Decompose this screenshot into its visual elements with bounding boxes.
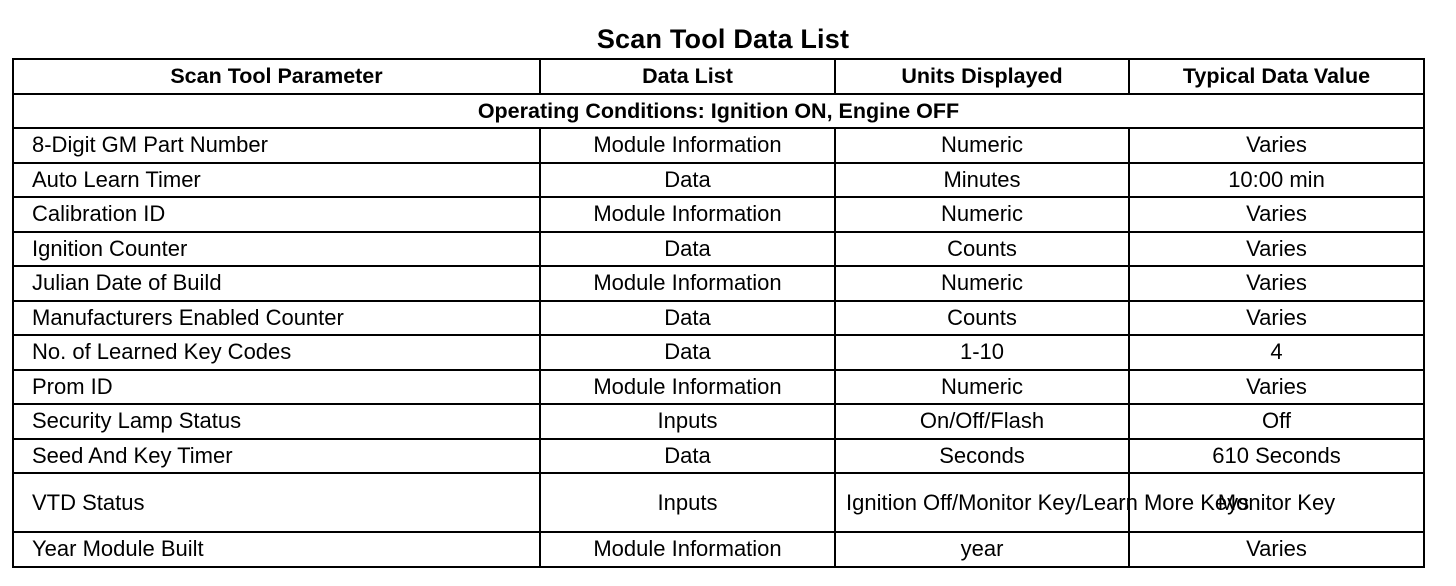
data-list-cell: Data (540, 232, 835, 267)
parameter-cell: Julian Date of Build (13, 266, 540, 301)
data-list-cell: Module Information (540, 197, 835, 232)
parameter-cell: Seed And Key Timer (13, 439, 540, 474)
typical-value-cell: Varies (1129, 197, 1424, 232)
units-cell: Numeric (835, 197, 1129, 232)
column-header-parameter: Scan Tool Parameter (13, 59, 540, 94)
table-row (13, 301, 1424, 336)
parameter-cell: Security Lamp Status (13, 404, 540, 439)
typical-value-cell: Varies (1129, 232, 1424, 267)
data-list-cell: Data (540, 163, 835, 198)
data-list-cell: Inputs (540, 473, 835, 532)
section-row (13, 94, 1424, 129)
typical-value-cell: 4 (1129, 335, 1424, 370)
units-cell: Seconds (835, 439, 1129, 474)
table-row (13, 197, 1424, 232)
typical-value-cell: Varies (1129, 532, 1424, 567)
parameter-cell: VTD Status (13, 473, 540, 532)
parameter-cell: Prom ID (13, 370, 540, 405)
column-header-units: Units Displayed (835, 59, 1129, 94)
table-row (13, 370, 1424, 405)
units-cell: Numeric (835, 370, 1129, 405)
table-row (13, 128, 1424, 163)
typical-value-cell: Varies (1129, 370, 1424, 405)
data-list-cell: Data (540, 439, 835, 474)
parameter-cell: Calibration ID (13, 197, 540, 232)
header-row (13, 59, 1424, 94)
table-row (13, 163, 1424, 198)
scan-tool-data-table (12, 58, 1425, 568)
data-list-cell: Module Information (540, 370, 835, 405)
typical-value-cell: Monitor Key (1129, 473, 1424, 532)
table-row (13, 232, 1424, 267)
data-list-cell: Module Information (540, 532, 835, 567)
data-list-cell: Inputs (540, 404, 835, 439)
units-cell: year (835, 532, 1129, 567)
typical-value-cell: Varies (1129, 128, 1424, 163)
units-cell: On/Off/Flash (835, 404, 1129, 439)
table-row (13, 473, 1424, 532)
parameter-cell: Year Module Built (13, 532, 540, 567)
data-list-cell: Module Information (540, 128, 835, 163)
parameter-cell: Auto Learn Timer (13, 163, 540, 198)
units-cell: Minutes (835, 163, 1129, 198)
typical-value-cell: 10:00 min (1129, 163, 1424, 198)
data-list-cell: Module Information (540, 266, 835, 301)
typical-value-cell: Off (1129, 404, 1424, 439)
page-title: Scan Tool Data List (596, 24, 850, 54)
units-cell: Numeric (835, 128, 1129, 163)
table-row (13, 266, 1424, 301)
parameter-cell: Manufacturers Enabled Counter (13, 301, 540, 336)
data-list-cell: Data (540, 335, 835, 370)
units-cell: Counts (835, 232, 1129, 267)
typical-value-cell: Varies (1129, 301, 1424, 336)
units-cell: 1-10 (835, 335, 1129, 370)
units-cell: Numeric (835, 266, 1129, 301)
parameter-cell: Ignition Counter (13, 232, 540, 267)
column-header-data-list: Data List (540, 59, 835, 94)
typical-value-cell: Varies (1129, 266, 1424, 301)
data-list-cell: Data (540, 301, 835, 336)
table-row (13, 404, 1424, 439)
parameter-cell: 8-Digit GM Part Number (13, 128, 540, 163)
table-row (13, 335, 1424, 370)
parameter-cell: No. of Learned Key Codes (13, 335, 540, 370)
operating-conditions-label: Operating Conditions: Ignition ON, Engine OFF (13, 94, 1424, 129)
units-cell: Counts (835, 301, 1129, 336)
typical-value-cell: 610 Seconds (1129, 439, 1424, 474)
column-header-typical-value: Typical Data Value (1129, 59, 1424, 94)
units-cell: Ignition Off/Monitor Key/Learn More Keys (835, 473, 1129, 532)
table-row (13, 532, 1424, 567)
table-row (13, 439, 1424, 474)
